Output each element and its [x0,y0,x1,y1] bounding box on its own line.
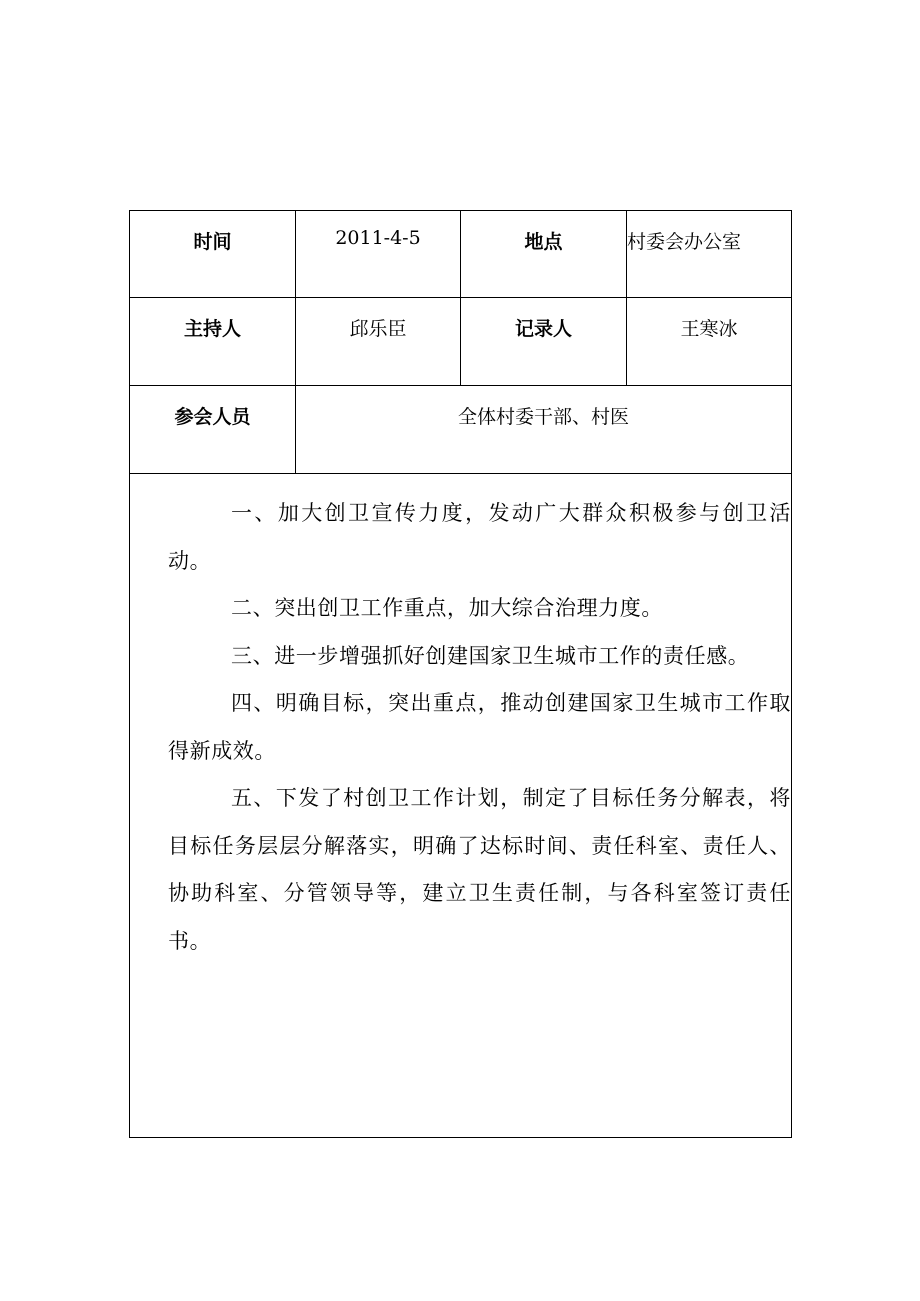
content-paragraph-3: 三、进一步增强抓好创建国家卫生城市工作的责任感。 [231,643,750,668]
place-value: 村委会办公室 [627,231,742,253]
row-host-recorder [130,298,791,386]
meeting-record-table [129,210,792,1138]
content-paragraph-4: 四、明确目标，突出重点，推动创建国家卫生城市工作取得新成效。 [168,691,791,763]
host-value: 邱乐臣 [296,298,461,385]
row-time-place [130,211,791,298]
attendees-value: 全体村委干部、村医 [457,406,629,428]
time-label: 时间 [130,211,296,297]
recorder-value: 王寒冰 [680,318,738,340]
host-label: 主持人 [130,298,296,385]
attendees-label: 参会人员 [130,386,296,473]
content-paragraph-2: 二、突出创卫工作重点，加大综合治理力度。 [231,596,663,620]
recorder-label: 记录人 [461,298,627,385]
time-value: 2011-4-5 [296,211,461,297]
content-paragraph-1: 一、加大创卫宣传力度，发动广大群众积极参与创卫活动。 [168,501,791,573]
content-paragraph-5: 五、下发了村创卫工作计划，制定了目标任务分解表，将目标任务层层分解落实，明确了达标时间、责任科室、责任人、协助科室、分管领导等，建立卫生责任制，与各科室签订责任书。 [168,786,791,953]
row-attendees [130,386,791,474]
meeting-content [130,474,791,965]
place-label: 地点 [461,211,627,297]
